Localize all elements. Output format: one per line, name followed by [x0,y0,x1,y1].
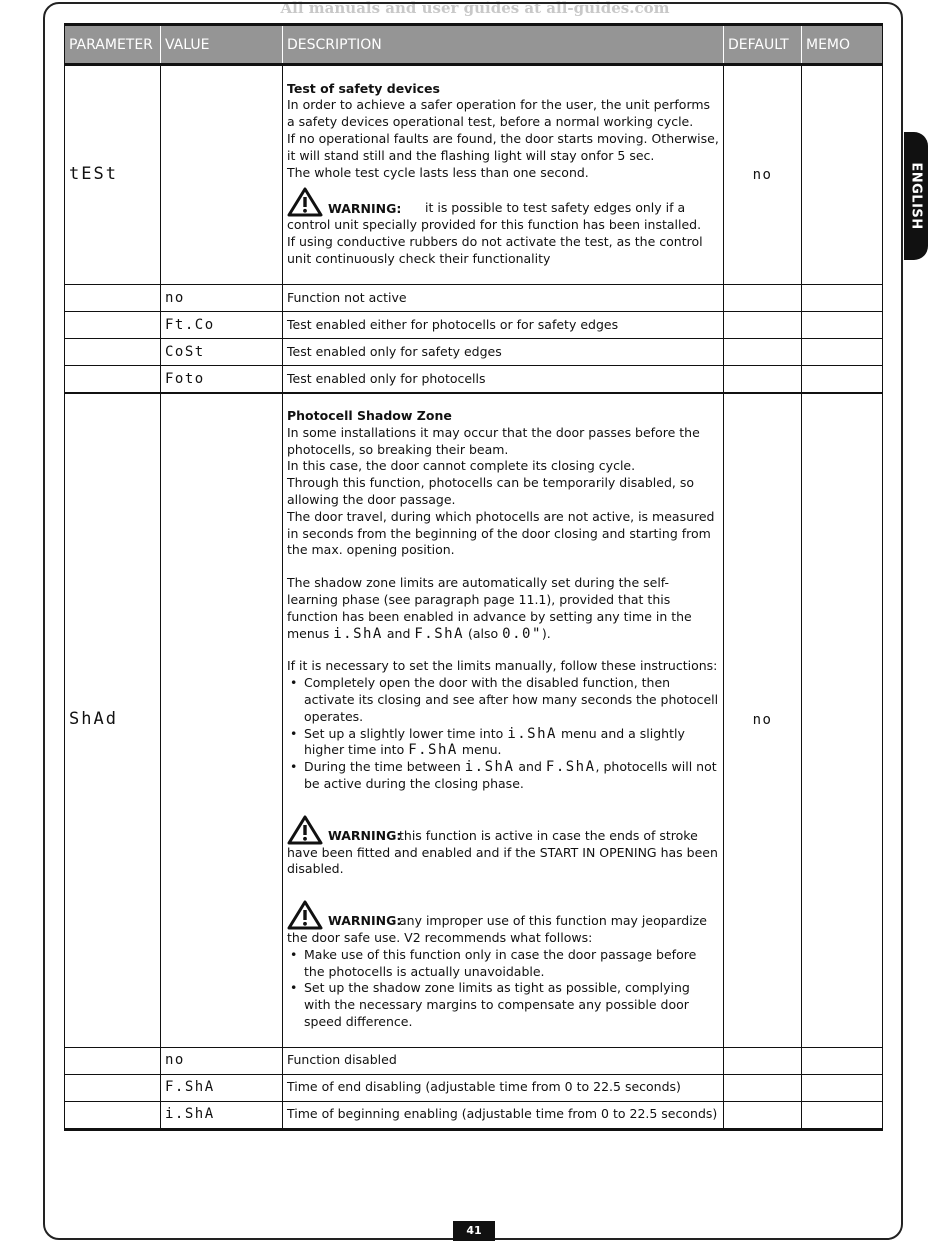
description-cell: Test enabled either for photocells or for safety edges [283,312,724,339]
list-item: • Completely open the door with the disabled function, then activate its closing and see after how many seconds the photocell operates. [304,675,719,725]
param-code: ShAd [69,709,118,730]
language-tab [904,132,928,260]
option-code: Ft.Co [165,316,215,333]
table-row [65,339,883,366]
menu-code: F.ShA [545,759,596,776]
warning-label: WARNING: [328,200,402,216]
bullet-list [287,675,719,793]
table-row [65,366,883,394]
option-code: i.ShA [165,1106,215,1123]
option-code: no [165,1052,185,1069]
bullet-list [287,947,719,1031]
language-tab-label: ENGLISH [908,162,924,230]
paragraph: The whole test cycle lasts less than one second. [287,164,589,180]
option-code: Foto [165,370,205,387]
memo-cell [802,393,883,1047]
header-memo: MEMO [802,25,883,65]
param-cell [65,65,161,285]
warning-text: this function is active in case the ends of stroke have been fitted and enabled and if the START IN OPENING has been disabled. [287,827,718,877]
header-value: VALUE [161,25,283,65]
menu-code: i.ShA [464,759,515,776]
description-cell: Function not active [283,285,724,312]
table-header-row [65,25,883,65]
paragraph: The shadow zone limits are automatically set during the self-learning phase (see paragraph page 11.1), provided that this function has been enabled in advance by setting any time in the menus i.ShA and F.ShA (also 0.0"). [287,575,692,642]
default-cell [724,393,802,1047]
description-cell [283,393,724,1047]
list-item: • Set up the shadow zone limits as tight as possible, complying with the necessary margins to compensate any possible door speed difference. [304,980,719,1030]
option-code: CoSt [165,343,205,360]
table-row [65,312,883,339]
description-cell: Time of beginning enabling (adjustable time from 0 to 22.5 seconds) [283,1101,724,1129]
option-code: no [165,289,185,306]
paragraph: In order to achieve a safer operation for the user, the unit performs a safety devices operational test, before a normal working cycle. [287,97,711,130]
paragraph: The door travel, during which photocells are not active, is measured in seconds from the beginning of the door closing and starting from the max. opening position. [287,508,715,558]
description-cell: Test enabled only for photocells [283,366,724,394]
paragraph: If it is necessary to set the limits manually, follow these instructions: [287,658,718,674]
description-cell: Test enabled only for safety edges [283,339,724,366]
option-code: F.ShA [165,1079,215,1096]
table-row [65,1074,883,1101]
warning-label: WARNING: [328,913,402,929]
table-row [65,1101,883,1129]
default-cell [724,65,802,285]
description-cell: Time of end disabling (adjustable time from 0 to 22.5 seconds) [283,1074,724,1101]
value-cell [161,366,283,394]
paragraph: If no operational faults are found, the door starts moving. Otherwise, it will stand still and the flashing light will stay onfor 5 sec. [287,130,719,163]
value-cell [161,393,283,1047]
param-code: tESt [69,164,118,185]
table-row [65,1047,883,1074]
list-item: • Make use of this function only in case the door passage before the photocells is actually unavoidable. [304,947,719,981]
menu-code: i.ShA [507,725,557,742]
header-description: DESCRIPTION [283,25,724,65]
table-row [65,65,883,285]
section-title: Photocell Shadow Zone [287,408,452,423]
memo-cell [802,65,883,285]
warning-text: it is possible to test safety edges only if a control unit specially provided for this function has been installed. [287,200,702,233]
warning-icon [287,900,323,930]
paragraph: Through this function, photocells can be temporarily disabled, so allowing the door passage. [287,475,695,507]
default-value: no [752,166,773,183]
watermark: All manuals and user guides at all-guides.com [280,0,670,17]
list-item: • During the time between i.ShA and F.ShA, photocells will not be active during the closing phase. [304,759,719,793]
menu-code: F.ShA [408,742,458,759]
param-cell [65,393,161,1047]
value-cell [161,285,283,312]
menu-code: i.ShA [333,625,383,642]
paragraph: In this case, the door cannot complete its closing cycle. [287,458,636,474]
value-cell [161,339,283,366]
paragraph: If using conductive rubbers do not activate the test, as the control unit continuously check their functionality [287,233,703,266]
page-number: 41 [453,1221,495,1241]
warning-label: WARNING: [328,827,402,843]
table-row [65,393,883,1047]
menu-code: 0.0" [502,625,542,642]
menu-code: F.ShA [414,625,465,642]
warning-icon [287,187,323,217]
parameter-table [64,23,883,1131]
description-cell [283,65,724,285]
value-cell [161,312,283,339]
paragraph: In some installations it may occur that the door passes before the photocells, so breaking their beam. [287,424,700,457]
value-cell [161,1074,283,1101]
table-row [65,285,883,312]
header-default: DEFAULT [724,25,802,65]
description-cell: Function disabled [283,1047,724,1074]
section-title: Test of safety devices [287,80,440,96]
default-value: no [752,711,773,728]
value-cell [161,65,283,285]
value-cell [161,1047,283,1074]
warning-icon [287,815,323,845]
warning-text: any improper use of this function may jeopardize the door safe use. V2 recommends what follows: [287,913,707,945]
list-item: • Set up a slightly lower time into i.ShA menu and a slightly higher time into F.ShA menu. [304,726,719,760]
value-cell [161,1101,283,1129]
header-parameter: PARAMETER [65,25,161,65]
